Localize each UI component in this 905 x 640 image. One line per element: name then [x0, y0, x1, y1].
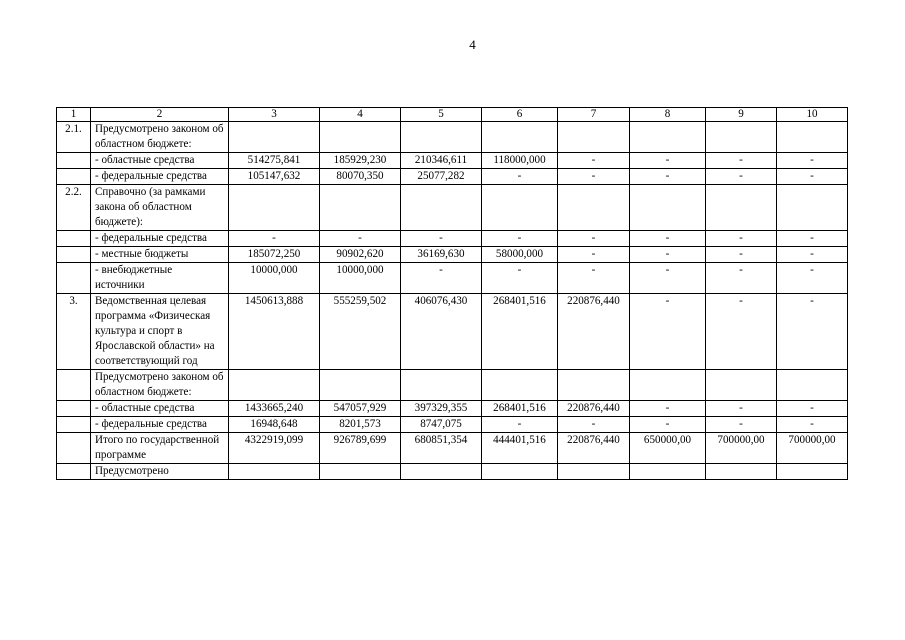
value-cell: 118000,000: [482, 153, 558, 169]
table-row: [57, 153, 848, 169]
value-cell: 1450613,888: [229, 294, 320, 370]
value-cell: 10000,000: [320, 263, 401, 294]
row-label: - федеральные средства: [91, 169, 229, 185]
value-cell: -: [706, 169, 777, 185]
value-cell: -: [630, 231, 706, 247]
value-cell: [558, 464, 630, 480]
table-row: [57, 370, 848, 401]
value-cell: [777, 122, 848, 153]
row-number: [57, 433, 91, 464]
value-cell: 680851,354: [401, 433, 482, 464]
value-cell: 80070,350: [320, 169, 401, 185]
value-cell: [630, 122, 706, 153]
row-label: - внебюджетные источники: [91, 263, 229, 294]
value-cell: 406076,430: [401, 294, 482, 370]
value-cell: 90902,620: [320, 247, 401, 263]
value-cell: [401, 185, 482, 231]
page-number: 4: [469, 37, 476, 52]
value-cell: -: [706, 153, 777, 169]
value-cell: [401, 464, 482, 480]
value-cell: [558, 370, 630, 401]
row-label: - областные средства: [91, 401, 229, 417]
row-label: - местные бюджеты: [91, 247, 229, 263]
column-header: 6: [482, 108, 558, 122]
value-cell: -: [630, 263, 706, 294]
value-cell: -: [630, 153, 706, 169]
value-cell: [777, 370, 848, 401]
value-cell: -: [777, 247, 848, 263]
value-cell: 268401,516: [482, 401, 558, 417]
value-cell: -: [777, 294, 848, 370]
header-row: [57, 108, 848, 122]
row-number: [57, 169, 91, 185]
value-cell: 514275,841: [229, 153, 320, 169]
value-cell: -: [630, 401, 706, 417]
value-cell: -: [482, 231, 558, 247]
value-cell: -: [706, 294, 777, 370]
column-header: 3: [229, 108, 320, 122]
value-cell: -: [558, 231, 630, 247]
column-header: 1: [57, 108, 91, 122]
value-cell: -: [706, 417, 777, 433]
value-cell: -: [558, 153, 630, 169]
table-row: [57, 263, 848, 294]
value-cell: [320, 464, 401, 480]
value-cell: 210346,611: [401, 153, 482, 169]
value-cell: 650000,00: [630, 433, 706, 464]
value-cell: 555259,502: [320, 294, 401, 370]
value-cell: -: [320, 231, 401, 247]
value-cell: [558, 185, 630, 231]
value-cell: -: [229, 231, 320, 247]
row-label: Предусмотрено законом об областном бюджете:: [91, 122, 229, 153]
value-cell: [482, 370, 558, 401]
value-cell: [320, 122, 401, 153]
value-cell: 16948,648: [229, 417, 320, 433]
value-cell: -: [558, 417, 630, 433]
value-cell: 220876,440: [558, 294, 630, 370]
row-number: [57, 231, 91, 247]
table-row: [57, 122, 848, 153]
table-row: [57, 231, 848, 247]
value-cell: -: [482, 263, 558, 294]
value-cell: 926789,699: [320, 433, 401, 464]
row-label: Предусмотрено законом об областном бюджете:: [91, 370, 229, 401]
value-cell: [706, 185, 777, 231]
column-header: 5: [401, 108, 482, 122]
table-row: [57, 247, 848, 263]
value-cell: [401, 122, 482, 153]
value-cell: 220876,440: [558, 401, 630, 417]
row-number: 2.1.: [57, 122, 91, 153]
value-cell: [229, 185, 320, 231]
value-cell: 8201,573: [320, 417, 401, 433]
value-cell: [482, 122, 558, 153]
value-cell: -: [777, 417, 848, 433]
value-cell: 397329,355: [401, 401, 482, 417]
value-cell: -: [777, 153, 848, 169]
value-cell: -: [482, 169, 558, 185]
value-cell: 700000,00: [706, 433, 777, 464]
column-header: 10: [777, 108, 848, 122]
row-label: - федеральные средства: [91, 231, 229, 247]
value-cell: -: [777, 263, 848, 294]
row-number: [57, 263, 91, 294]
column-header: 8: [630, 108, 706, 122]
value-cell: 1433665,240: [229, 401, 320, 417]
value-cell: -: [777, 169, 848, 185]
budget-table: [56, 107, 848, 480]
value-cell: -: [401, 263, 482, 294]
value-cell: [558, 122, 630, 153]
value-cell: -: [777, 231, 848, 247]
column-header: 2: [91, 108, 229, 122]
value-cell: 268401,516: [482, 294, 558, 370]
row-label: - федеральные средства: [91, 417, 229, 433]
row-number: [57, 370, 91, 401]
value-cell: [630, 464, 706, 480]
value-cell: -: [630, 169, 706, 185]
table-row: [57, 464, 848, 480]
value-cell: -: [558, 263, 630, 294]
value-cell: 4322919,099: [229, 433, 320, 464]
row-label: Ведомственная целевая программа «Физическая культура и спорт в Ярославской области» на соответствующий год: [91, 294, 229, 370]
value-cell: [320, 185, 401, 231]
value-cell: -: [558, 247, 630, 263]
value-cell: -: [558, 169, 630, 185]
value-cell: 25077,282: [401, 169, 482, 185]
value-cell: [630, 370, 706, 401]
table-row: [57, 185, 848, 231]
table-row: [57, 417, 848, 433]
table-row: [57, 294, 848, 370]
value-cell: 700000,00: [777, 433, 848, 464]
value-cell: [706, 122, 777, 153]
value-cell: [777, 464, 848, 480]
value-cell: -: [706, 247, 777, 263]
column-header: 9: [706, 108, 777, 122]
value-cell: 105147,632: [229, 169, 320, 185]
value-cell: 8747,075: [401, 417, 482, 433]
row-number: [57, 401, 91, 417]
value-cell: 185072,250: [229, 247, 320, 263]
value-cell: -: [482, 417, 558, 433]
row-number: 2.2.: [57, 185, 91, 231]
value-cell: -: [706, 263, 777, 294]
value-cell: [777, 185, 848, 231]
row-number: [57, 417, 91, 433]
column-header: 7: [558, 108, 630, 122]
value-cell: [630, 185, 706, 231]
value-cell: 185929,230: [320, 153, 401, 169]
value-cell: -: [706, 401, 777, 417]
value-cell: -: [401, 231, 482, 247]
value-cell: [482, 464, 558, 480]
value-cell: -: [706, 231, 777, 247]
table-row: [57, 433, 848, 464]
value-cell: [229, 464, 320, 480]
row-label: Предусмотрено: [91, 464, 229, 480]
row-number: 3.: [57, 294, 91, 370]
value-cell: 444401,516: [482, 433, 558, 464]
value-cell: 220876,440: [558, 433, 630, 464]
value-cell: [706, 464, 777, 480]
value-cell: -: [630, 294, 706, 370]
value-cell: -: [777, 401, 848, 417]
column-header: 4: [320, 108, 401, 122]
table-row: [57, 401, 848, 417]
table-body: [57, 108, 848, 480]
value-cell: [401, 370, 482, 401]
value-cell: 58000,000: [482, 247, 558, 263]
value-cell: [320, 370, 401, 401]
table-row: [57, 169, 848, 185]
row-number: [57, 247, 91, 263]
row-label: Итого по государственной программе: [91, 433, 229, 464]
row-label: - областные средства: [91, 153, 229, 169]
value-cell: 10000,000: [229, 263, 320, 294]
value-cell: [229, 370, 320, 401]
row-label: Справочно (за рамками закона об областном бюджете):: [91, 185, 229, 231]
value-cell: -: [630, 417, 706, 433]
value-cell: [706, 370, 777, 401]
value-cell: [229, 122, 320, 153]
row-number: [57, 464, 91, 480]
value-cell: 547057,929: [320, 401, 401, 417]
value-cell: -: [630, 247, 706, 263]
row-number: [57, 153, 91, 169]
value-cell: [482, 185, 558, 231]
value-cell: 36169,630: [401, 247, 482, 263]
